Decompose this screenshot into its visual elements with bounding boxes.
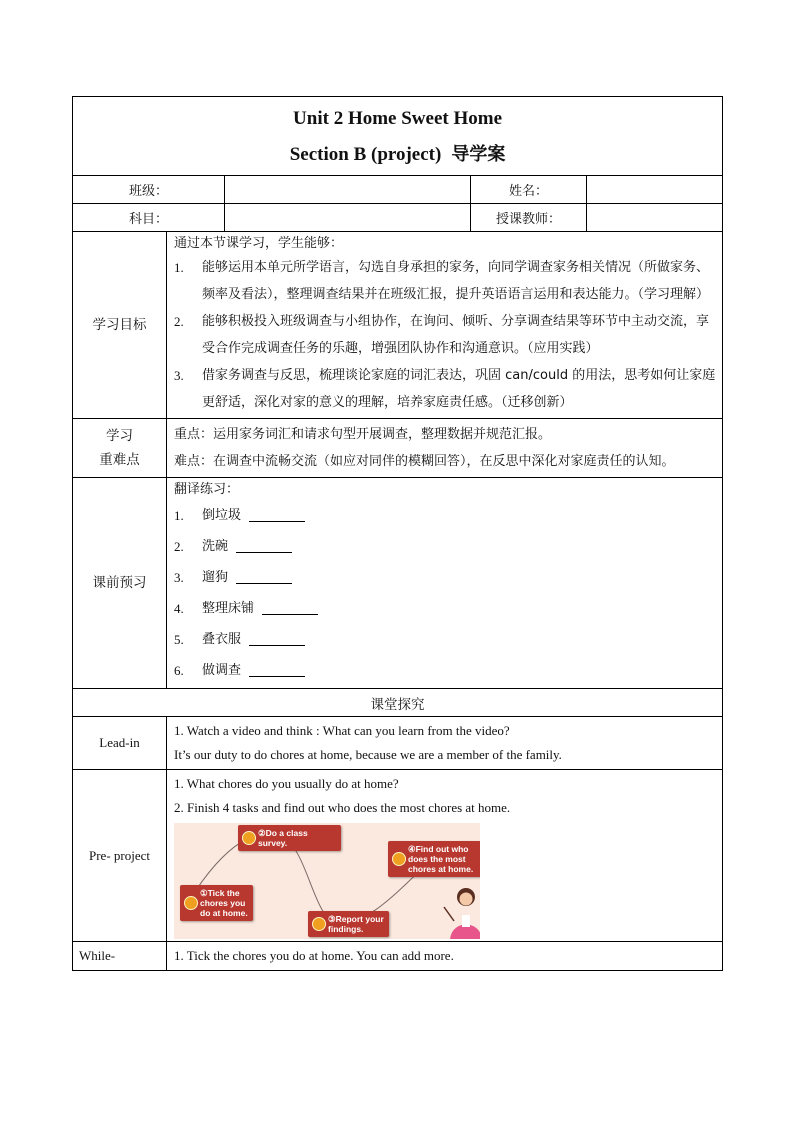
name-field[interactable] [587,176,723,204]
leadin-question: 1. Watch a video and think : What can you learn from the video? [174,723,510,738]
step2-box [238,825,341,851]
objectives-intro: 通过本节课学习，学生能够： [174,236,344,251]
objective-item [174,308,718,362]
task-flow-diagram [174,823,480,939]
preview-number: 2. [174,539,184,554]
preview-intro: 翻译练习： [174,482,240,497]
pin-icon [242,831,256,845]
preview-item [174,531,718,562]
preproject-content [167,770,723,942]
keypoints-label [73,419,167,478]
preproject-label: Pre- project [73,770,167,942]
answer-blank[interactable] [249,509,305,522]
step4-box [388,841,480,877]
unit-title: Unit 2 Home Sweet Home [293,108,503,129]
worksheet [72,96,722,971]
objective-number: 3. [174,368,184,383]
teacher-label: 授课教师： [471,204,587,232]
title-cell [73,97,723,176]
preview-content [167,478,723,689]
leadin-statement: It’s our duty to do chores at home, because we are a member of the family. [174,747,562,762]
answer-blank[interactable] [236,540,292,553]
preview-item [174,500,718,531]
objective-text: 能够积极投入班级调查与小组协作，在询问、倾听、分享调查结果等环节中主动交流，享受合作完成调查任务的乐趣，增强团队协作和沟通意识。（应用实践） [202,314,710,356]
step4-text: ④Find out who does the most chores at home. [408,844,474,874]
objective-text: 借家务调查与反思，梳理谈论家庭的词汇表达，巩固 can/could 的用法，思考如何让家庭更舒适，深化对家的意义的理解，培养家庭责任感。（迁移创新） [202,368,716,410]
worksheet-table [72,96,723,971]
class-label: 班级： [73,176,225,204]
objective-number: 1. [174,260,184,275]
objective-item [174,362,718,416]
objectives-label: 学习目标 [73,232,167,419]
preview-word: 倒垃圾 [202,508,242,523]
step2-text: ②Do a class survey. [258,828,308,848]
while-task: 1. Tick the chores you do at home. You can add more. [174,948,454,963]
difficult-point: 难点：在调查中流畅交流（如应对同伴的模糊回答），在反思中深化对家庭责任的认知。 [174,454,675,469]
preview-number: 1. [174,508,184,523]
preview-number: 4. [174,601,184,616]
answer-blank[interactable] [249,664,305,677]
preview-word: 做调查 [202,663,242,678]
while-label: While- [73,942,167,971]
objective-number: 2. [174,314,184,329]
preview-item [174,593,718,624]
preview-word: 遛狗 [202,570,229,585]
leadin-content [167,717,723,770]
step3-box [308,911,389,937]
answer-blank[interactable] [262,602,318,615]
preview-label: 课前预习 [73,478,167,689]
preview-word: 整理床铺 [202,601,255,616]
teacher-illustration [442,885,480,939]
keypoints-label-line2: 重难点 [99,452,140,468]
step1-text: ①Tick the chores you do at home. [200,888,248,918]
while-content [167,942,723,971]
preproject-task: 2. Finish 4 tasks and find out who does the most chores at home. [174,800,511,815]
step3-text: ③Report your findings. [328,914,384,934]
preview-number: 3. [174,570,184,585]
keypoints-label-line1: 学习 [106,428,133,444]
class-field[interactable] [225,176,471,204]
step1-box [180,885,253,921]
pin-icon [312,917,326,931]
section-title-en: Section B (project) [289,144,442,165]
objective-item [174,254,718,308]
objectives-content [167,232,723,419]
preview-item [174,655,718,686]
keypoints-content [167,419,723,478]
teacher-field[interactable] [587,204,723,232]
pin-icon [184,896,198,910]
leadin-label: Lead-in [73,717,167,770]
objective-text: 能够运用本单元所学语言，勾选自身承担的家务，向同学调查家务相关情况（所做家务、频率及看法），整理调查结果并在班级汇报，提升英语语言运用和表达能力。（学习理解） [202,260,710,302]
preview-item [174,562,718,593]
subject-label: 科目： [73,204,225,232]
classroom-heading: 课堂探究 [73,689,723,717]
answer-blank[interactable] [249,633,305,646]
preview-word: 洗碗 [202,539,229,554]
key-point: 重点：运用家务词汇和请求句型开展调查，整理数据并规范汇报。 [174,427,552,442]
preproject-question: 1. What chores do you usually do at home? [174,776,399,791]
answer-blank[interactable] [236,571,292,584]
name-label: 姓名： [471,176,587,204]
preview-word: 叠衣服 [202,632,242,647]
preview-number: 5. [174,632,184,647]
section-title [73,142,722,168]
section-title-cn: 导学案 [451,144,506,165]
pin-icon [392,852,406,866]
preview-item [174,624,718,655]
preview-number: 6. [174,663,184,678]
subject-field[interactable] [225,204,471,232]
